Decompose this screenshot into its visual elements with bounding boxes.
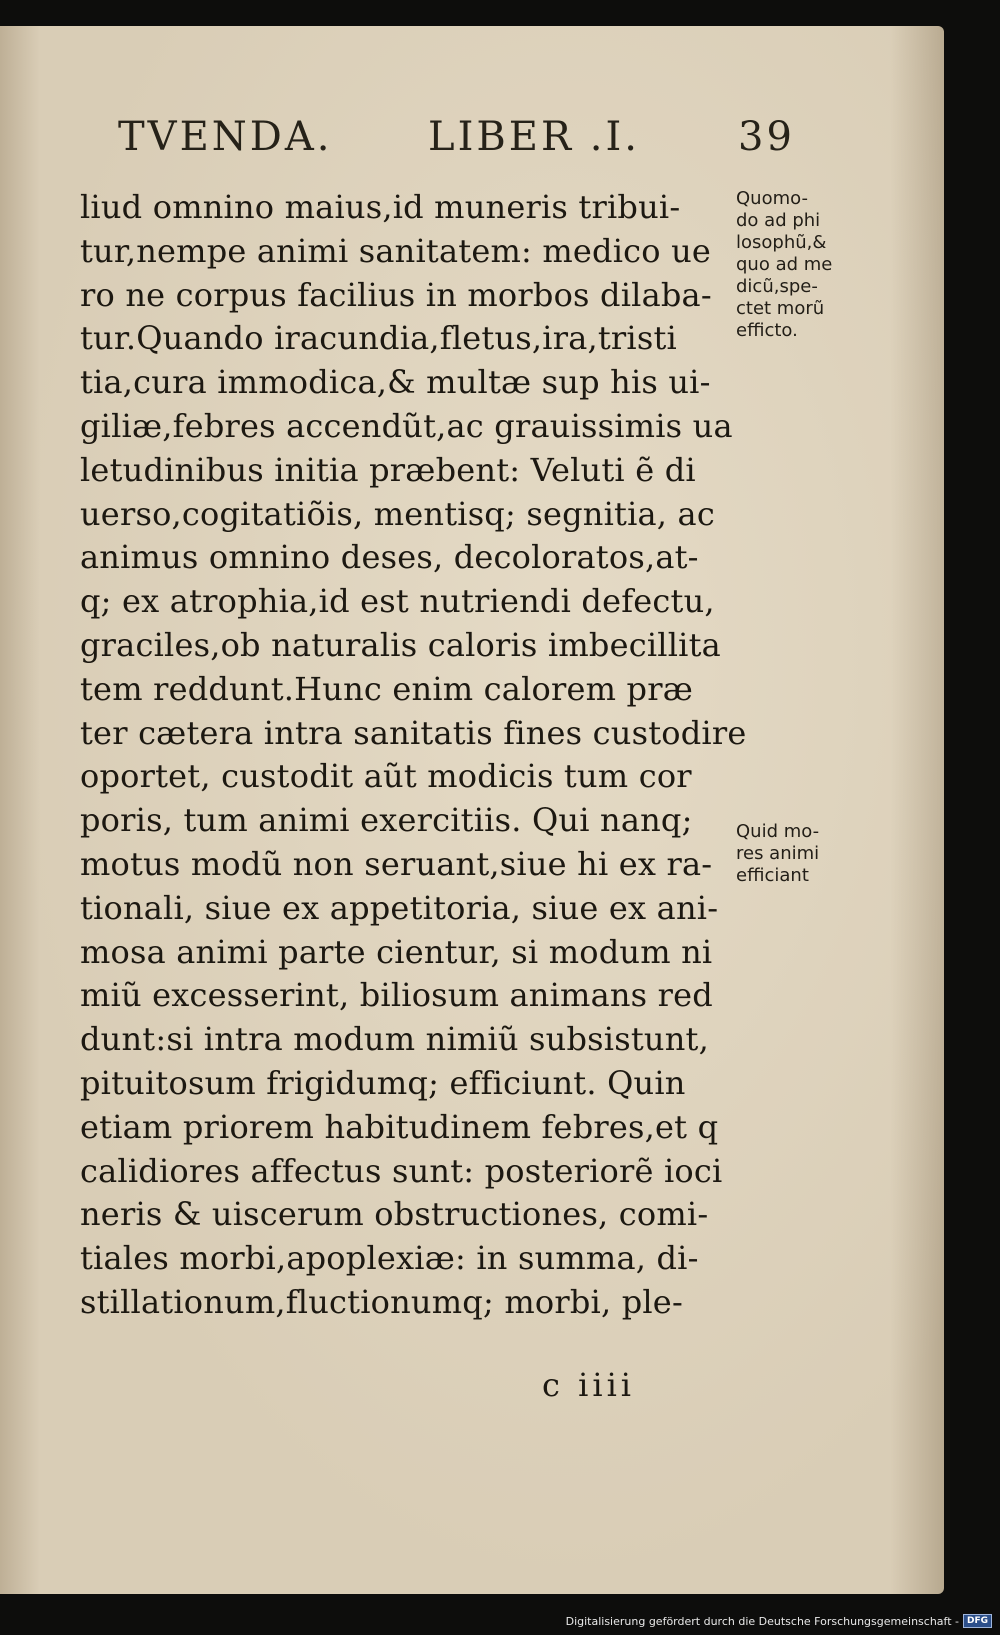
text-line: pituitosum frigidumq; efficiunt. Quin bbox=[80, 1063, 686, 1102]
marginal-note-line: ctet morũ bbox=[736, 298, 825, 319]
running-head bbox=[118, 114, 795, 174]
marginal-note-line: quo ad me bbox=[736, 254, 833, 275]
text-line: ro ne corpus facilius in morbos dilaba- bbox=[80, 275, 712, 314]
text-line: etiam priorem habitudinem febres,et q bbox=[80, 1107, 719, 1146]
text-line: q; ex atrophia,id est nutriendi defectu, bbox=[80, 582, 715, 621]
text-line: calidiores affectus sunt: posteriorẽ ioci bbox=[80, 1151, 723, 1190]
text-line: liud omnino maius,id muneris tribui- bbox=[80, 188, 681, 226]
marginal-note-line: losophũ,& bbox=[736, 232, 827, 253]
marginal-note-line: res animi bbox=[736, 843, 820, 864]
text-line: poris, tum animi exercitiis. Qui nanq; bbox=[80, 801, 693, 840]
running-head-title: TVENDA. bbox=[118, 114, 333, 160]
marginal-note-line: Quid mo- bbox=[736, 821, 820, 842]
text-line: tur.Quando iracundia,fletus,ira,tristi bbox=[80, 319, 677, 358]
dfg-logo-icon: DFG bbox=[963, 1614, 992, 1628]
running-head-book: LIBER .I. bbox=[428, 114, 641, 160]
text-line: letudinibus initia præbent: Veluti ẽ di bbox=[80, 450, 696, 489]
text-line: graciles,ob naturalis caloris imbecillita bbox=[80, 625, 721, 664]
marginal-note-line: do ad phi bbox=[736, 210, 821, 231]
footer-credit: Digitalisierung gefördert durch die Deutsche Forschungsgemeinschaft - bbox=[565, 1614, 959, 1628]
text-line: giliæ,febres accendũt,ac grauissimis ua bbox=[80, 406, 733, 445]
text-line: dunt:si intra modum nimiũ subsistunt, bbox=[80, 1020, 709, 1059]
marginal-note-line: dicũ,spe- bbox=[736, 276, 818, 297]
signature-mark: c iiii bbox=[542, 1366, 636, 1404]
text-line: ter cætera intra sanitatis fines custodire bbox=[80, 713, 747, 752]
marginal-note-philosopher-physician bbox=[736, 188, 866, 342]
text-line: miũ excesserint, biliosum animans red bbox=[80, 976, 713, 1015]
marginal-note-line: efficto. bbox=[736, 320, 798, 341]
page-number: 39 bbox=[738, 114, 795, 160]
text-line: tiales morbi,apoplexiæ: in summa, di- bbox=[80, 1239, 699, 1278]
text-line: neris & uiscerum obstructiones, comi- bbox=[80, 1195, 709, 1234]
text-line: tem reddunt.Hunc enim calorem præ bbox=[80, 669, 693, 708]
text-line: tia,cura immodica,& multæ sup his ui- bbox=[80, 363, 711, 402]
book-page bbox=[0, 26, 944, 1594]
main-text-block bbox=[80, 186, 747, 1325]
text-line: tur,nempe animi sanitatem: medico ue bbox=[80, 231, 712, 270]
text-line: mosa animi parte cientur, si modum ni bbox=[80, 932, 713, 971]
text-line: stillationum,fluctionumq; morbi, ple- bbox=[80, 1282, 683, 1321]
marginal-note-quid-mores bbox=[736, 821, 866, 887]
text-line: motus modũ non seruant,siue hi ex ra- bbox=[80, 844, 713, 883]
marginal-note-line: Quomo- bbox=[736, 188, 808, 209]
text-line: tionali, siue ex appetitoria, siue ex ani- bbox=[80, 888, 719, 927]
digitization-footer bbox=[566, 1612, 992, 1630]
marginal-note-line: efficiant bbox=[736, 865, 809, 886]
text-line: uerso,cogitatiõis, mentisq; segnitia, ac bbox=[80, 494, 715, 533]
text-line: animus omnino deses, decoloratos,at- bbox=[80, 538, 699, 577]
text-line: oportet, custodit aũt modicis tum cor bbox=[80, 757, 692, 796]
